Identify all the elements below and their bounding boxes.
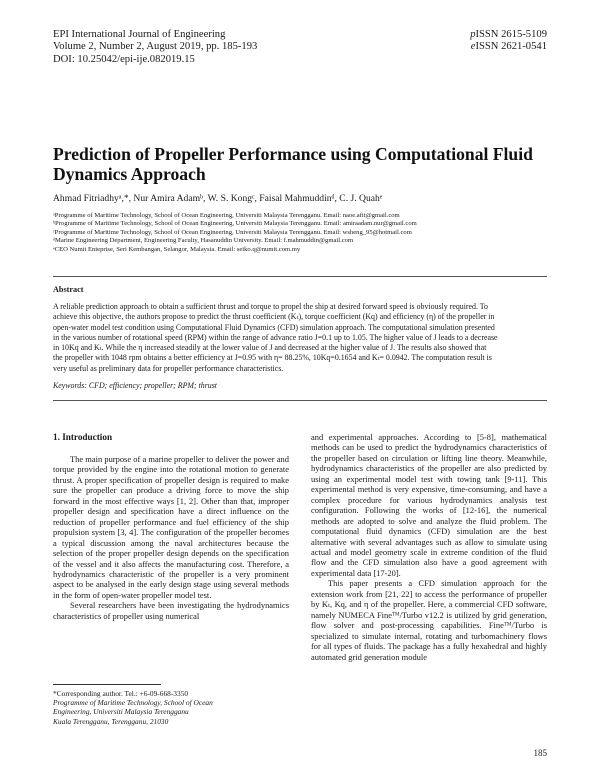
journal-header bbox=[53, 29, 257, 66]
issn-block bbox=[470, 29, 547, 54]
title-line-1: Prediction of Propeller Performance using Computational Fluid bbox=[53, 144, 533, 164]
doi: DOI: 10.25042/epi-ije.082019.15 bbox=[53, 53, 195, 65]
section-heading-introduction: 1. Introduction bbox=[53, 432, 113, 442]
eissn: eISSN 2621-0541 bbox=[470, 41, 547, 53]
right-column bbox=[311, 432, 547, 662]
abstract-heading: Abstract bbox=[53, 285, 84, 294]
footnote-line: Programme of Maritime Technology, School of Ocean bbox=[53, 698, 213, 708]
paragraph: Several researchers have been investigating the hydrodynamics characteristics of propeller using numerical bbox=[53, 600, 289, 621]
divider-bottom bbox=[53, 400, 547, 401]
abstract-line: achieve this objective, the authors propose to predict the thrust coefficient (Kₜ), torque coefficient (Kq) and efficiency (η) of the propeller in bbox=[53, 312, 495, 322]
affiliation: ᵇProgramme of Maritime Technology, School of Ocean Engineering, Universiti Malaysia Terengganu. Email: amiraadam.nur@gmail.com bbox=[53, 220, 417, 228]
abstract-line: the propeller with 1048 rpm obtains a better efficiency at J=0.95 with η= 88.25%, 10Kq=0.1654 and Kₜ= 0.0942. The computation result is bbox=[53, 353, 492, 363]
footnote-corresponding: *Corresponding author. Tel.: +6-09-668-3350 bbox=[53, 689, 189, 698]
title-line-2: Dynamics Approach bbox=[53, 164, 206, 184]
left-column bbox=[53, 454, 289, 621]
abstract-line: very useful as preliminary data for propeller performance characteristics. bbox=[53, 363, 284, 373]
divider-top bbox=[53, 276, 547, 277]
footnote bbox=[53, 689, 289, 726]
affiliation: ᵈMarine Engineering Department, Engineering Faculty, Hasanuddin University. Email: f.mahmuddin@gmail.com bbox=[53, 237, 354, 245]
affiliation: ᵃProgramme of Maritime Technology, School of Ocean Engineering, Universiti Malaysia Terengganu. Email: naoe.afit@gmail.com bbox=[53, 212, 400, 219]
abstract-line: open-water model test condition using Computational Fluid Dynamics (CFD) simulation approach. The computational simulation presented bbox=[53, 322, 495, 332]
footnote-line: Kuala Terengganu, Terengganu, 21030 bbox=[53, 716, 169, 726]
affiliation: ᶜProgramme of Maritime Technology, School of Ocean Engineering, Universiti Malaysia Terengganu. Email: wsheng_95@hotmail.com bbox=[53, 228, 412, 236]
journal-volume: Volume 2, Number 2, August 2019, pp. 185-193 bbox=[53, 41, 258, 53]
journal-name: EPI International Journal of Engineering bbox=[53, 29, 226, 40]
affiliation: ᵉCEO Numit Enteprise, Seri Kembangan, Selangor, Malaysia. Email: seiko.q@numit.com.my bbox=[53, 245, 301, 253]
abstract-line: A reliable prediction approach to obtain a sufficient thrust and torque to propel the ship at desired forward speed is obviously required. To bbox=[53, 302, 488, 311]
paragraph: This paper presents a CFD simulation approach for the extension work from [21, 22] to access the performance of propeller by Kₜ, Kq, and η of the propeller. Here, a commercial CFD software, namely NUMECA Fineᵀᴹ/Turbo v12.2 is utilized by grid generation, flow solver and post-processing capabilities. Fineᵀᴹ/Turbo is specialized to simulate internal, rotating and turbomachinery flows for all types of fluids. The package has a fully hexahedral and highly automated grid generation module bbox=[311, 578, 548, 662]
page-number: 185 bbox=[533, 748, 547, 758]
paragraph: The main purpose of a marine propeller to deliver the power and torque provided by the engine into the rotational motion to generate thrust. A proper specification of propeller design is required to make sure the propeller can produce a driving force to move the ship forward in the most effective ways [1, 2]. Other than that, improper propeller design and specification have a direct influence on the reduction of propeller performance and fuel efficiency of the ship propulsion system [3, 4]. The configuration of the propeller becomes a typical discussion among the naval architectures because the selection of the proper propeller design depends on the specification of the vessel and it also affects the manufacturing cost. Therefore, a hydrodynamics characteristic of the propeller is a very prominent aspect to be analysed in the early design stage using several methods in the form of open-water propeller model test. bbox=[53, 454, 290, 600]
affiliations bbox=[53, 212, 547, 254]
pissn: pISSN 2615-5109 bbox=[470, 29, 547, 40]
abstract-line: in 10Kq and Kₜ. While the η increased steadily at the lower value of J and decreased at the higher value of J. The results also showed that bbox=[53, 343, 487, 353]
abstract-body bbox=[53, 302, 547, 374]
footnote-rule bbox=[53, 684, 161, 685]
author-list: Ahmad Fitriadhyᵃ,*, Nur Amira Adamᵇ, W. S. Kongᶜ, Faisal Mahmuddinᵈ, C. J. Quahᵉ bbox=[53, 193, 383, 204]
footnote-line: Engineering, Universiti Malaysia Terengganu bbox=[53, 707, 189, 717]
keywords: Keywords: CFD; efficiency; propeller; RPM; thrust bbox=[53, 381, 217, 390]
paragraph: and experimental approaches. According to [5-8], mathematical methods can be used to predict the hydrodynamics characteristics of the propeller based on circulation or lifting line theory. Meanwhile, hydrodynamics characteristics of the propeller are also predicted by using an experimental model test with towing tank [9-11]. This experimental method is very expensive, time-consuming, and have a complex procedure for various hydrodynamics analysis test configuration. Following the works of [12-16], the numerical methods are adopted to solve and analyze the fluid problem. The computational fluid dynamics (CFD) simulation are the best alternative with several advantages such as allow to simulate using actual and model geometry scale in extreme condition of the fluid flow and the CFD simulation also have a good agreement with experimental data [17-20]. bbox=[311, 432, 548, 578]
abstract-line: in the various number of rotational speed (RPM) within the range of advance ratio J=0.1 up to 1.05. The higher value of J leads to a decrease bbox=[53, 332, 498, 342]
paper-title bbox=[53, 144, 547, 184]
